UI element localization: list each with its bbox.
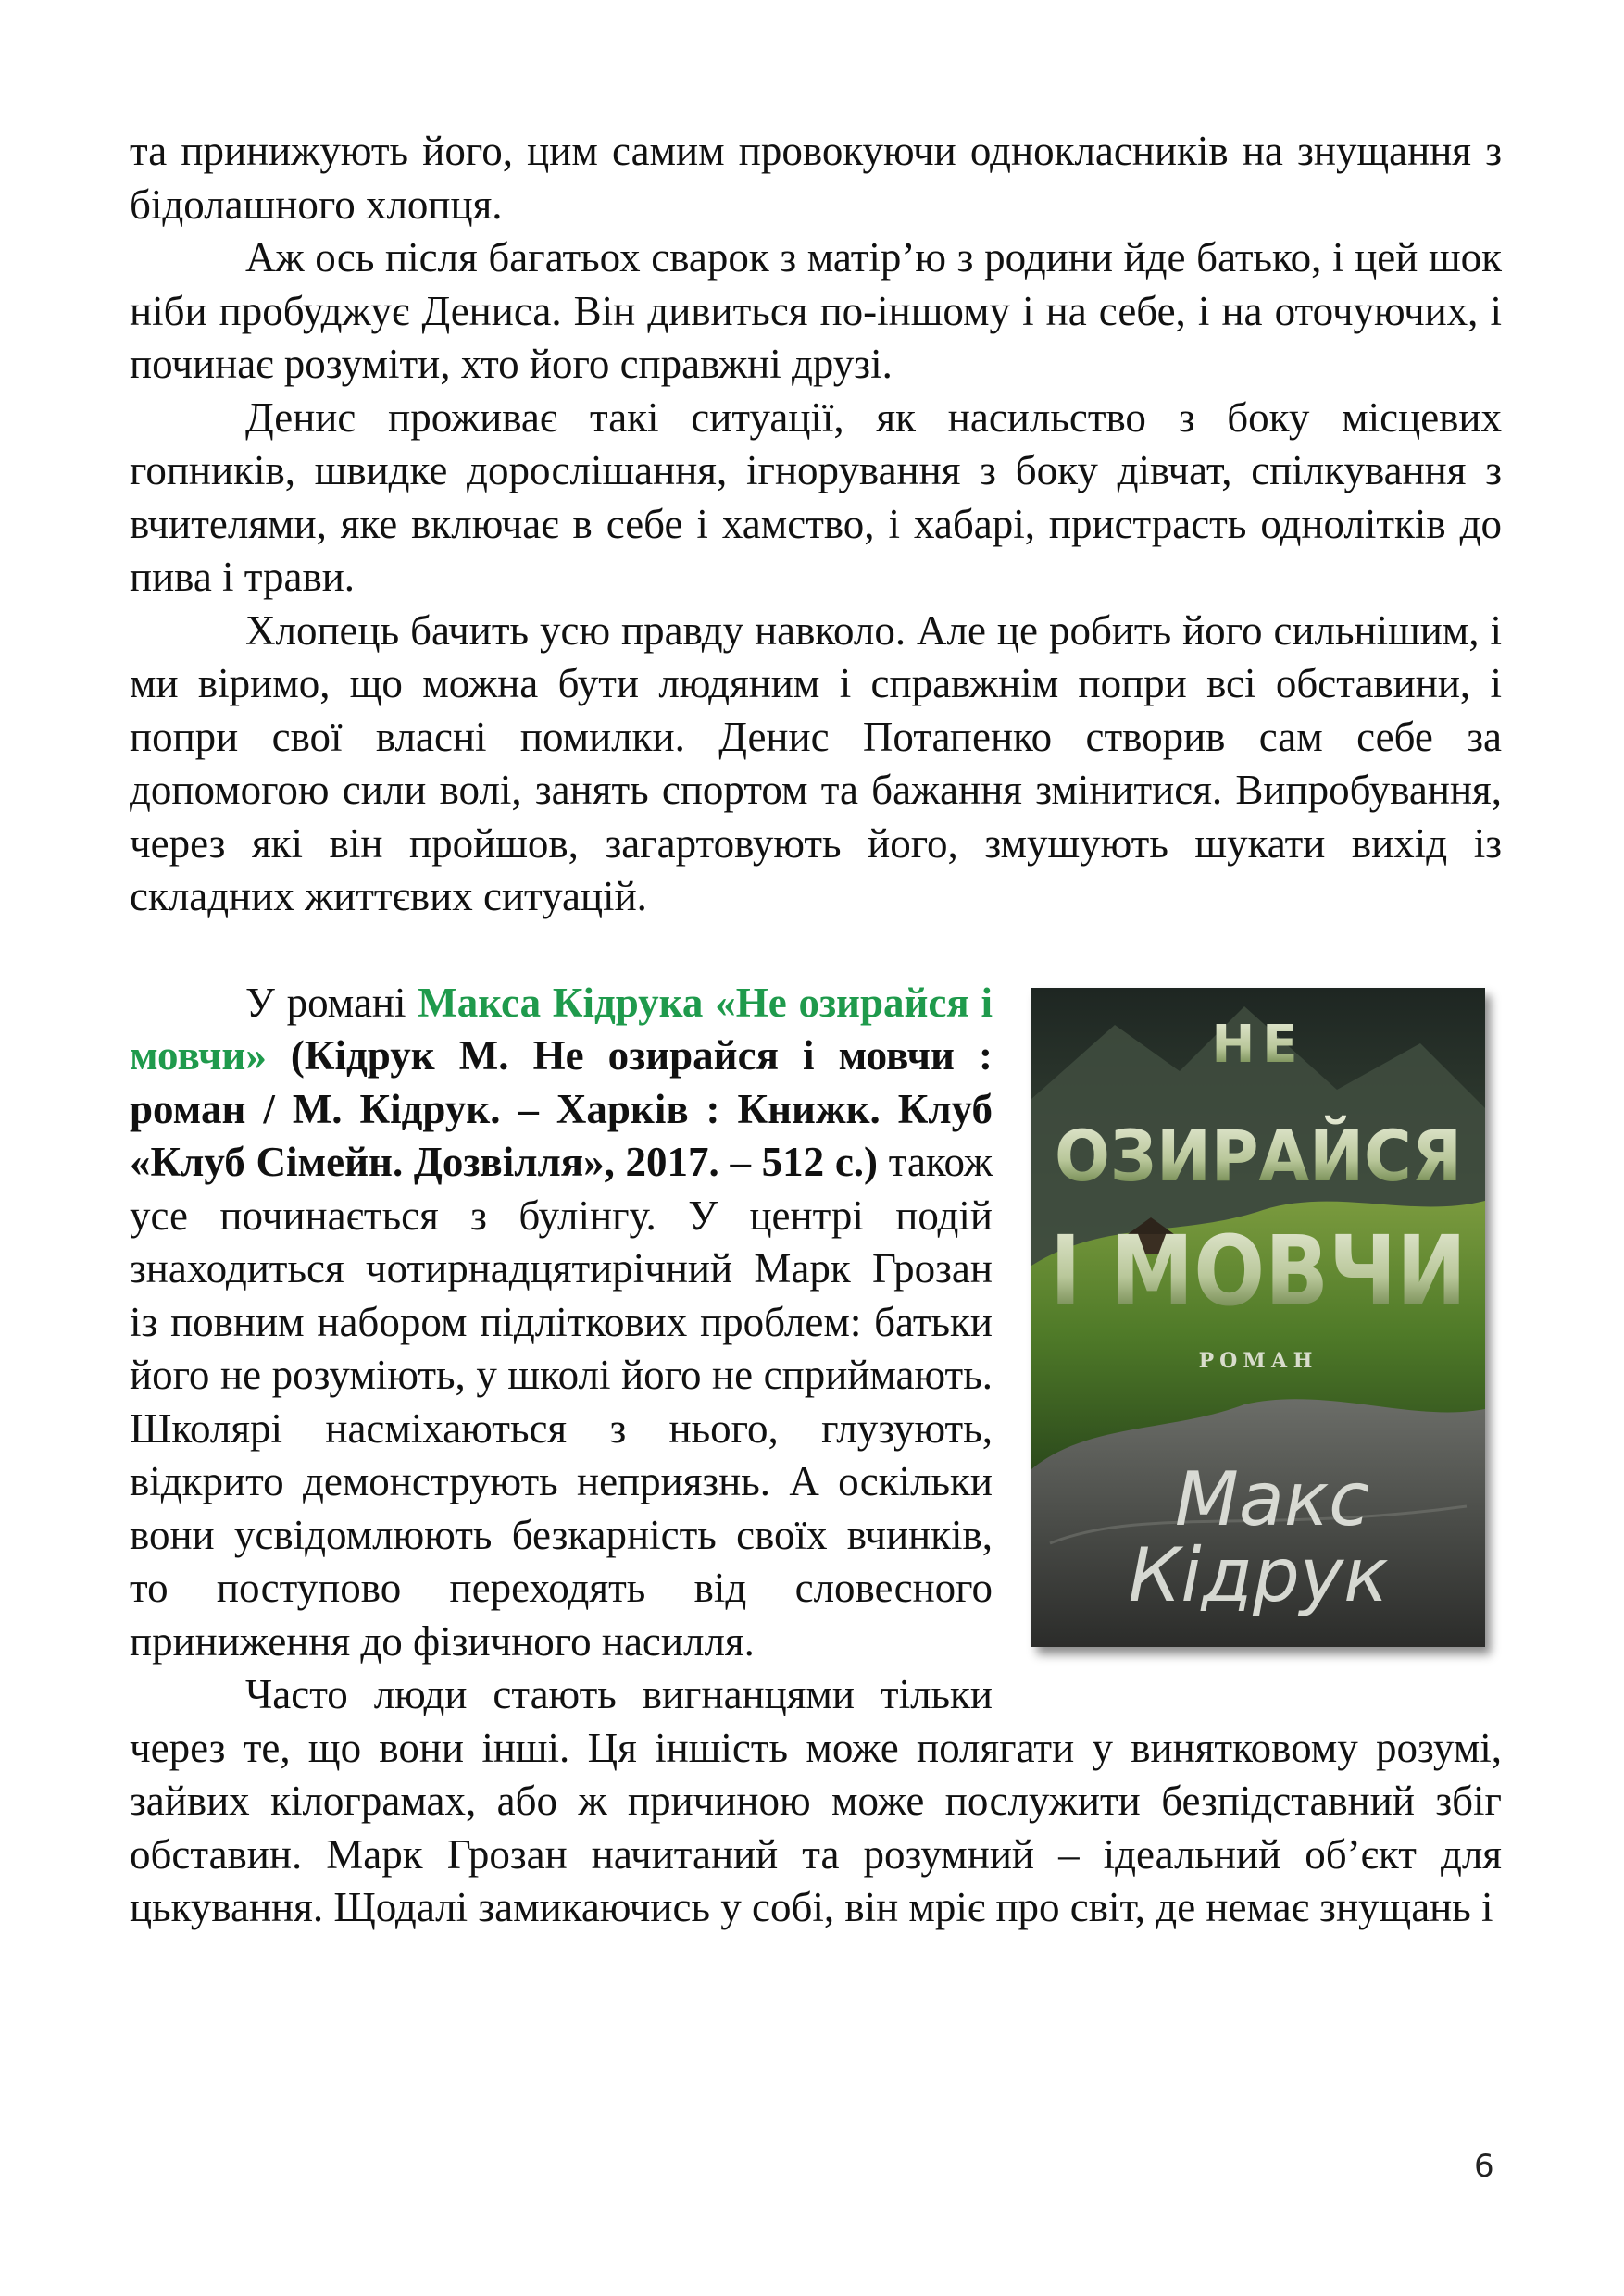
cover-title-line-3: І МОВЧИ — [1050, 1214, 1467, 1328]
book-cover-art — [1031, 988, 1485, 1647]
paragraph-4: Хлопець бачить усю правду навколо. Але це робить його сильнішим, і ми віримо, що можна бути людяним і справжнім попри всі обставини, і попри свої власні помилки. Денис Потапенко створив сам себе за допомогою сили волі, занять спортом та бажання змінитися. Випробування, через які він пройшов, загартовують його, змушують шукати вихід із складних життєвих ситуацій. — [130, 606, 1502, 919]
document-page — [130, 125, 1502, 2180]
cover-author-first: Макс — [1174, 1455, 1370, 1542]
paragraph-6: Часто люди стають вигнанцями тільки через те, що вони інші. Ця іншість може полягати у винятковому розумі, зайвих кілограмах, або ж причиною може послужити безпідставний збіг обставин. Марк Грозан начитаний та розумний – ідеальний об’єкт для цькування. Щодалі замикаючись у собі, він мріє про світ, де немає знущань і — [130, 1671, 1502, 1930]
book-cover-image — [1031, 988, 1485, 1647]
paragraph-1: та принижують його, цим самим провокуючи однокласників на знущання з бідолашного хлопця. — [130, 128, 1502, 228]
book-cover-figure — [1031, 988, 1502, 1664]
paragraph-3: Денис проживає такі ситуації, як насильство з боку місцевих гопників, швидке дорослішання, ігнорування з боку дівчат, спілкування з вчителями, яке включає в себе і хамство, і хабарі, пристрасть однолітків до пива і трави. — [130, 393, 1502, 600]
paragraph-2: Аж ось після багатьох сварок з матір’ю з родини йде батько, і цей шок ніби пробуджує Дениса. Він дивиться по-іншому і на себе, і на оточуючих, і починає розуміти, хто його справжні друзі. — [130, 234, 1502, 387]
cover-genre: РОМАН — [1198, 1348, 1318, 1373]
cover-author-last: Кідрук — [1128, 1531, 1389, 1618]
novel-body: також усе починається з булінгу. У центрі подій знаходиться чотирнадцятирічний Марк Грозан із повним набором підліткових проблем: батьки його не розуміють, у школі його не сприймають. Школярі насміхаються з нього, глузують, відкрито демонструють неприязнь. А оскільки вони усвідомлюють безкарність своїх вчинків, то поступово переходять від словесного приниження до фізичного насилля. — [130, 1139, 993, 1665]
page-number: 6 — [1474, 2148, 1494, 2185]
cover-title-line-1: НЕ — [1211, 1014, 1305, 1075]
novel-title-highlight: Макса Кідрука «Не озирайся і мовчи» — [130, 979, 993, 1079]
novel-citation: (Кідрук М. Не озирайся і мовчи : роман / М. Кідрук. – Харків : Книжк. Клуб «Клуб Сімейн. Дозвілля», 2017. – 512 с.) — [130, 1032, 993, 1185]
novel-lead: У романі — [245, 979, 418, 1026]
cover-title-line-2: ОЗИРАЙСЯ — [1055, 1114, 1462, 1197]
paragraph-gap — [130, 924, 1502, 977]
